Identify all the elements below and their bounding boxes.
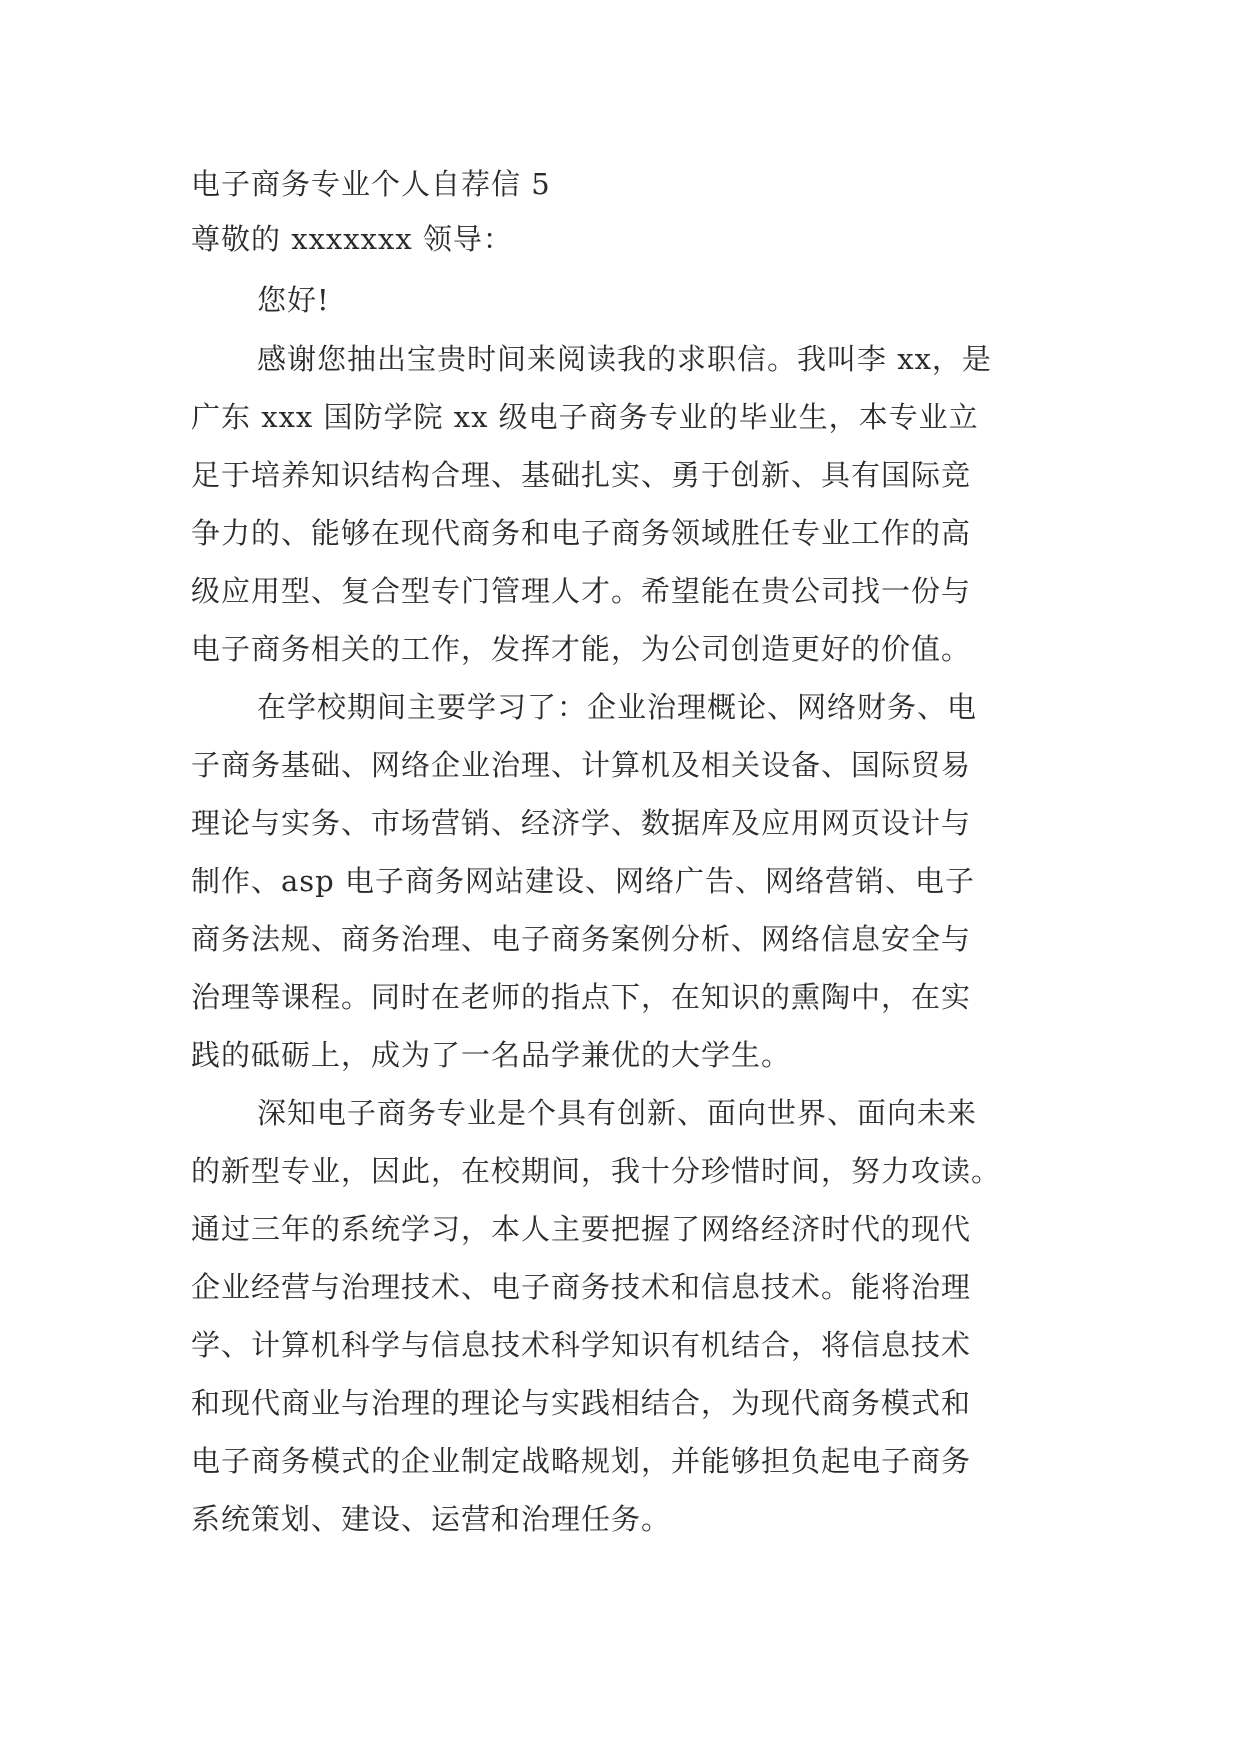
document-title: 电子商务专业个人自荐信 5 [191,167,551,201]
paragraph-line: 广东 xxx 国防学院 xx 级电子商务专业的毕业生，本专业立 [191,400,979,434]
paragraph-line: 践的砥砺上，成为了一名品学兼优的大学生。 [191,1038,792,1072]
paragraph-intro [191,330,1071,678]
paragraph-line: 电子商务模式的企业制定战略规划，并能够担负起电子商务 [191,1444,972,1478]
paragraph-line: 学、计算机科学与信息技术科学知识有机结合，将信息技术 [191,1328,972,1362]
paragraph-line: 足于培养知识结构合理、基础扎实、勇于创新、具有国际竞 [191,458,972,492]
paragraph-line: 争力的、能够在现代商务和电子商务领域胜任专业工作的高 [191,516,972,550]
salutation: 尊敬的 xxxxxxx 领导： [191,222,513,256]
paragraph-line: 治理等课程。同时在老师的指点下，在知识的熏陶中，在实 [191,980,972,1014]
paragraph-courses [191,678,1071,1084]
paragraph-line: 深知电子商务专业是个具有创新、面向世界、面向未来 [257,1096,978,1130]
paragraph-line: 企业经营与治理技术、电子商务技术和信息技术。能将治理 [191,1270,972,1304]
paragraph-line: 理论与实务、市场营销、经济学、数据库及应用网页设计与 [191,806,972,840]
paragraph-line: 的新型专业，因此，在校期间，我十分珍惜时间，努力攻读。 [191,1154,1002,1188]
paragraph-line: 在学校期间主要学习了：企业治理概论、网络财务、电 [257,690,978,724]
paragraph-line: 和现代商业与治理的理论与实践相结合，为现代商务模式和 [191,1386,972,1420]
paragraph-line: 系统策划、建设、运营和治理任务。 [191,1502,672,1536]
letter-body [191,160,1071,1548]
greeting: 您好! [257,283,330,317]
paragraph-line: 商务法规、商务治理、电子商务案例分析、网络信息安全与 [191,922,972,956]
paragraph-line: 级应用型、复合型专门管理人才。希望能在贵公司找一份与 [191,574,972,608]
paragraph-skills [191,1084,1071,1548]
paragraph-line: 感谢您抽出宝贵时间来阅读我的求职信。我叫李 xx，是 [257,342,992,376]
paragraph-line: 子商务基础、网络企业治理、计算机及相关设备、国际贸易 [191,748,972,782]
paragraph-line: 电子商务相关的工作，发挥才能，为公司创造更好的价值。 [191,632,972,666]
paragraph-line: 通过三年的系统学习，本人主要把握了网络经济时代的现代 [191,1212,972,1246]
paragraph-line: 制作、asp 电子商务网站建设、网络广告、网络营销、电子 [191,864,975,898]
